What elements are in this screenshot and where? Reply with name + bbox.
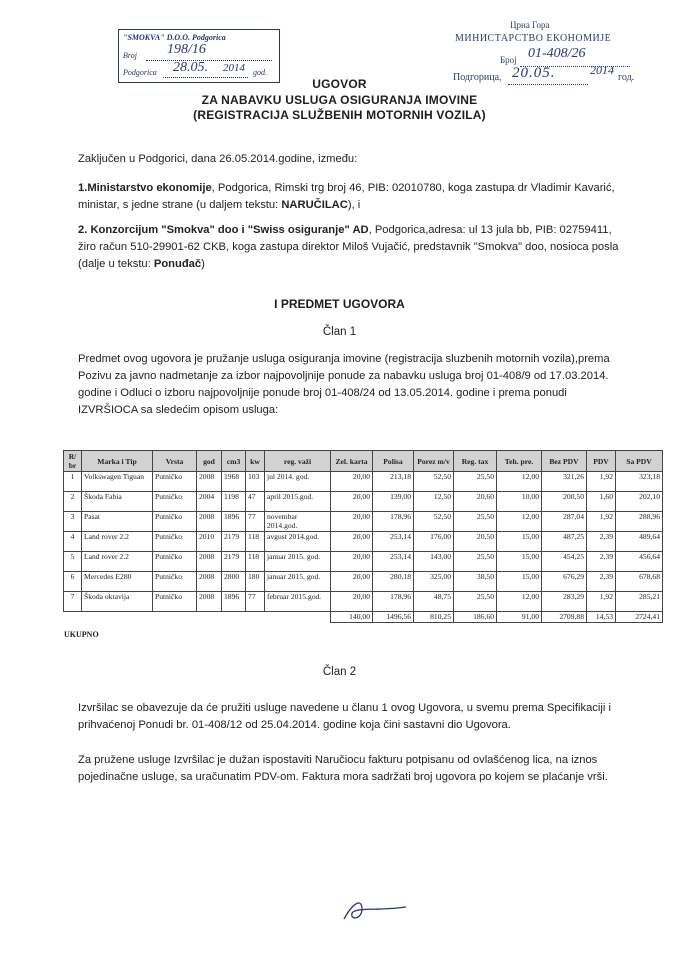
table-cell: 15,00 <box>497 572 542 592</box>
table-cell: 1896 <box>222 512 246 532</box>
col-porez: Porez m/v <box>414 451 454 472</box>
table-cell: 143,00 <box>414 552 454 572</box>
col-bez-pdv: Bez PDV <box>542 451 587 472</box>
col-marka: Marka i Tip <box>82 451 153 472</box>
party-2-role: Ponuđač <box>153 258 202 270</box>
table-cell: Putničko <box>153 512 197 532</box>
table-cell: Škoda oktavija <box>82 592 153 612</box>
table-cell: 10,00 <box>497 492 542 512</box>
stamp-year-suffix: god. <box>253 68 267 77</box>
ministry-stamp-broj-value: 01-408/26 <box>528 46 586 61</box>
table-cell: 20,50 <box>454 532 497 552</box>
ministry-stamp-date: 20.05. <box>512 65 556 81</box>
table-cell: 2008 <box>197 512 222 532</box>
table-cell: Volkswagen Tiguan <box>82 472 153 492</box>
table-cell: 77 <box>246 592 265 612</box>
doc-subtitle-1: ZA NABAVKU USLUGA OSIGURANJA IMOVINE <box>201 93 478 107</box>
table-cell: 25,50 <box>454 552 497 572</box>
party-1-text: , Podgorica, Rimski trg broj 46, PIB: 02010780, koga zastupa dr Vladimir Kavarić, ministar, s jedne strane (u daljem tekstu: <box>78 182 615 211</box>
table-cell: 52,50 <box>414 512 454 532</box>
table-cell: 2004 <box>197 492 222 512</box>
totals-cell: 2709,88 <box>542 612 587 623</box>
table-cell: 2800 <box>222 572 246 592</box>
table-cell: 280,18 <box>373 572 414 592</box>
party-1 <box>78 180 628 214</box>
col-cm3: cm3 <box>222 451 246 472</box>
party-1-role: NARUČILAC <box>281 199 348 211</box>
table-cell: 1198 <box>222 492 246 512</box>
company-stamp <box>118 29 280 83</box>
totals-cell: 2724,41 <box>616 612 663 623</box>
table-cell: april 2015.god. <box>265 492 331 512</box>
intro-line: Zaključen u Podgorici, dana 26.05.2014.godine, između: <box>78 153 358 165</box>
ministry-stamp-year-suffix: год. <box>618 72 635 83</box>
table-cell: 48,75 <box>414 592 454 612</box>
table-cell: 1,60 <box>587 492 616 512</box>
totals-row <box>64 612 663 623</box>
table-row <box>64 592 663 612</box>
table-row <box>64 492 663 512</box>
stamp-company-name: "SMOKVA" D.O.O. Podgorica <box>123 33 226 42</box>
table-cell: 2008 <box>197 552 222 572</box>
totals-cell: 186,60 <box>454 612 497 623</box>
table-cell: 4 <box>64 532 82 552</box>
table-cell: 2008 <box>197 572 222 592</box>
services-table <box>63 450 663 623</box>
table-cell: 20,00 <box>331 492 373 512</box>
table-cell: 180 <box>246 572 265 592</box>
totals-spacer <box>265 612 331 623</box>
col-sa-pdv: Sa PDV <box>616 451 663 472</box>
table-cell: 487,25 <box>542 532 587 552</box>
table-cell: 25,50 <box>454 592 497 612</box>
section-1-heading: I PREDMET UGOVORA <box>274 297 405 311</box>
table-cell: Pasat <box>82 512 153 532</box>
party-2-end: ) <box>201 258 205 270</box>
table-cell: 283,29 <box>542 592 587 612</box>
table-cell: 287,04 <box>542 512 587 532</box>
party-1-end: ), i <box>347 199 361 211</box>
table-cell: 253,14 <box>373 552 414 572</box>
clan-2-paragraph-2: Za pružene usluge Izvršilac je dužan ispostaviti Naručiocu fakturu potpisanu od ovlašćenog lica, na iznos pojedinačne usluge, sa uračunatim PDV-om. Faktura mora sadržati broj ugovora po kojem se plaćanje vrši. <box>78 754 608 783</box>
totals-spacer <box>82 612 153 623</box>
table-row <box>64 472 663 492</box>
stamp-broj-value: 198/16 <box>167 42 206 57</box>
table-cell: 321,26 <box>542 472 587 492</box>
clan-2-paragraph-1: Izvršilac se obavezuje da će pružiti usluge navedene u članu 1 ovog Ugovora, u svemu prema Specifikaciji i prihvaćenoj Ponudi br. 01-408/12 od 25.04.2014. godine koja čini sastavni dio Ugovora. <box>78 702 611 731</box>
table-cell: avgust 2014.god. <box>265 532 331 552</box>
col-god: god <box>197 451 222 472</box>
table-cell: 47 <box>246 492 265 512</box>
table-cell: februar 2015.god. <box>265 592 331 612</box>
col-vrsta: Vrsta <box>153 451 197 472</box>
table-cell: 12,00 <box>497 512 542 532</box>
table-cell: 1,92 <box>587 512 616 532</box>
table-cell: 20,00 <box>331 592 373 612</box>
totals-cell: 14,53 <box>587 612 616 623</box>
table-cell: 2,39 <box>587 532 616 552</box>
table-cell: 2010 <box>197 532 222 552</box>
stamp-date-value: 28.05. <box>173 60 208 75</box>
table-cell: 176,00 <box>414 532 454 552</box>
table-header-row <box>64 451 663 472</box>
table-cell: 489,64 <box>616 532 663 552</box>
table-cell: 118 <box>246 532 265 552</box>
ministry-stamp-year: 2014 <box>590 63 614 77</box>
table-cell: 15,00 <box>497 532 542 552</box>
table-cell: 77 <box>246 512 265 532</box>
totals-label: UKUPNO <box>64 630 99 639</box>
table-cell: jul 2014. god. <box>265 472 331 492</box>
party-2 <box>78 222 628 273</box>
party-2-text: , Podgorica,adresa: ul 13 jula bb, PIB: 02759411, žiro račun 510-29901-62 CKB, koga zastupa direktor Miloš Vujačić, predstavnik "Smokva" doo, nosioca posla (dalje u tekstu: <box>78 224 619 270</box>
table-cell: Putničko <box>153 552 197 572</box>
col-zel: Zel. karta <box>331 451 373 472</box>
table-cell: 25,50 <box>454 472 497 492</box>
table-cell: 38,50 <box>454 572 497 592</box>
table-cell: 178,96 <box>373 592 414 612</box>
col-teh: Teh. pre. <box>497 451 542 472</box>
table-cell: 15,00 <box>497 552 542 572</box>
table-cell: 676,29 <box>542 572 587 592</box>
table-cell: 2 <box>64 492 82 512</box>
table-cell: 1968 <box>222 472 246 492</box>
table-cell: 1896 <box>222 592 246 612</box>
table-cell: 2,39 <box>587 552 616 572</box>
table-cell: 7 <box>64 592 82 612</box>
table-cell: 454,25 <box>542 552 587 572</box>
table-cell: 20,00 <box>331 572 373 592</box>
table-cell: 118 <box>246 552 265 572</box>
col-polisa: Polisa <box>373 451 414 472</box>
table-cell: Putničko <box>153 472 197 492</box>
table-cell: Putničko <box>153 492 197 512</box>
table-cell: januar 2015. god. <box>265 552 331 572</box>
totals-cell: 810,25 <box>414 612 454 623</box>
totals-cell: 140,00 <box>331 612 373 623</box>
table-cell: 678,68 <box>616 572 663 592</box>
table-cell: 12,00 <box>497 592 542 612</box>
table-cell: 1,92 <box>587 592 616 612</box>
table-cell: 5 <box>64 552 82 572</box>
party-2-name: 2. Konzorcijum "Smokva" doo i "Swiss osiguranje" AD <box>78 224 369 236</box>
totals-cell: 91,00 <box>497 612 542 623</box>
col-kw: kw <box>246 451 265 472</box>
table-row <box>64 532 663 552</box>
table-cell: januar 2015. god. <box>265 572 331 592</box>
table-cell: Mercedes E280 <box>82 572 153 592</box>
table-cell: 200,50 <box>542 492 587 512</box>
col-reg: reg. važi <box>265 451 331 472</box>
totals-spacer <box>64 612 82 623</box>
table-cell: 288,96 <box>616 512 663 532</box>
totals-cell: 1496,56 <box>373 612 414 623</box>
table-cell: 139,00 <box>373 492 414 512</box>
totals-spacer <box>197 612 222 623</box>
table-cell: 2008 <box>197 472 222 492</box>
table-cell: Land rover 2.2 <box>82 532 153 552</box>
ministry-stamp-place: Подгорица, <box>453 72 502 83</box>
table-cell: 2008 <box>197 592 222 612</box>
table-row <box>64 512 663 532</box>
stamp-broj-label: Broj <box>123 51 137 60</box>
table-cell: 25,50 <box>454 512 497 532</box>
table-cell: 2179 <box>222 532 246 552</box>
table-cell: 1,92 <box>587 472 616 492</box>
table-cell: 213,18 <box>373 472 414 492</box>
table-cell: Land rover 2.2 <box>82 552 153 572</box>
table-cell: 3 <box>64 512 82 532</box>
col-pdv: PDV <box>587 451 616 472</box>
stamp-place-label: Podgorica <box>123 68 157 77</box>
table-row <box>64 572 663 592</box>
table-cell: 20,00 <box>331 552 373 572</box>
table-cell: Škoda Fabia <box>82 492 153 512</box>
ministry-stamp-name: МИНИСТАРСТВО ЕКОНОМИЈЕ <box>455 33 612 44</box>
col-regtax: Reg. tax <box>454 451 497 472</box>
table-cell: 12,50 <box>414 492 454 512</box>
table-cell: 253,14 <box>373 532 414 552</box>
table-cell: 178,96 <box>373 512 414 532</box>
clan-1-text: Predmet ovog ugovora je pružanje usluga osiguranja imovine (registracija sluzbenih motornih vozila),prema Pozivu za javno nadmetanje za izbor najpovoljnije ponude za nabavku usluga broj 01-408/9 od 17.03.2014. godine i Odluci o izboru najpovoljnije ponude broj 01-408/24 od 13.05.2014. godine i prema ponudi IZVRŠIOCA sa sledećim opisom usluga: <box>78 353 610 416</box>
table-cell: 6 <box>64 572 82 592</box>
table-cell: novembar 2014.god. <box>265 512 331 532</box>
table-cell: 285,21 <box>616 592 663 612</box>
table-cell: Putničko <box>153 572 197 592</box>
totals-spacer <box>222 612 246 623</box>
signature-mark <box>340 897 410 927</box>
table-cell: 323,18 <box>616 472 663 492</box>
table-cell: 202,10 <box>616 492 663 512</box>
doc-subtitle-2: (REGISTRACIJA SLUŽBENIH MOTORNIH VOZILA) <box>193 108 486 122</box>
totals-spacer <box>246 612 265 623</box>
table-cell: 325,00 <box>414 572 454 592</box>
table-cell: 2,39 <box>587 572 616 592</box>
table-cell: Putničko <box>153 592 197 612</box>
table-cell: Putničko <box>153 532 197 552</box>
clan-2-heading: Član 2 <box>322 666 357 678</box>
col-rbr: R/ br <box>64 451 82 472</box>
table-row <box>64 552 663 572</box>
table-cell: 1 <box>64 472 82 492</box>
table-cell: 20,00 <box>331 472 373 492</box>
table-cell: 52,50 <box>414 472 454 492</box>
ministry-stamp-country: Црна Гора <box>510 20 550 30</box>
table-cell: 20,00 <box>331 532 373 552</box>
table-cell: 20,00 <box>331 512 373 532</box>
stamp-year-value: 2014 <box>223 62 245 74</box>
table-cell: 103 <box>246 472 265 492</box>
table-cell: 2179 <box>222 552 246 572</box>
clan-1-heading: Član 1 <box>322 326 357 338</box>
party-1-name: 1.Ministarstvo ekonomije <box>78 182 212 194</box>
ministry-stamp-broj-label: Број <box>500 55 517 65</box>
table-cell: 20,60 <box>454 492 497 512</box>
table-cell: 12,00 <box>497 472 542 492</box>
table-cell: 456,64 <box>616 552 663 572</box>
totals-spacer <box>153 612 197 623</box>
doc-title: UGOVOR <box>312 77 367 91</box>
